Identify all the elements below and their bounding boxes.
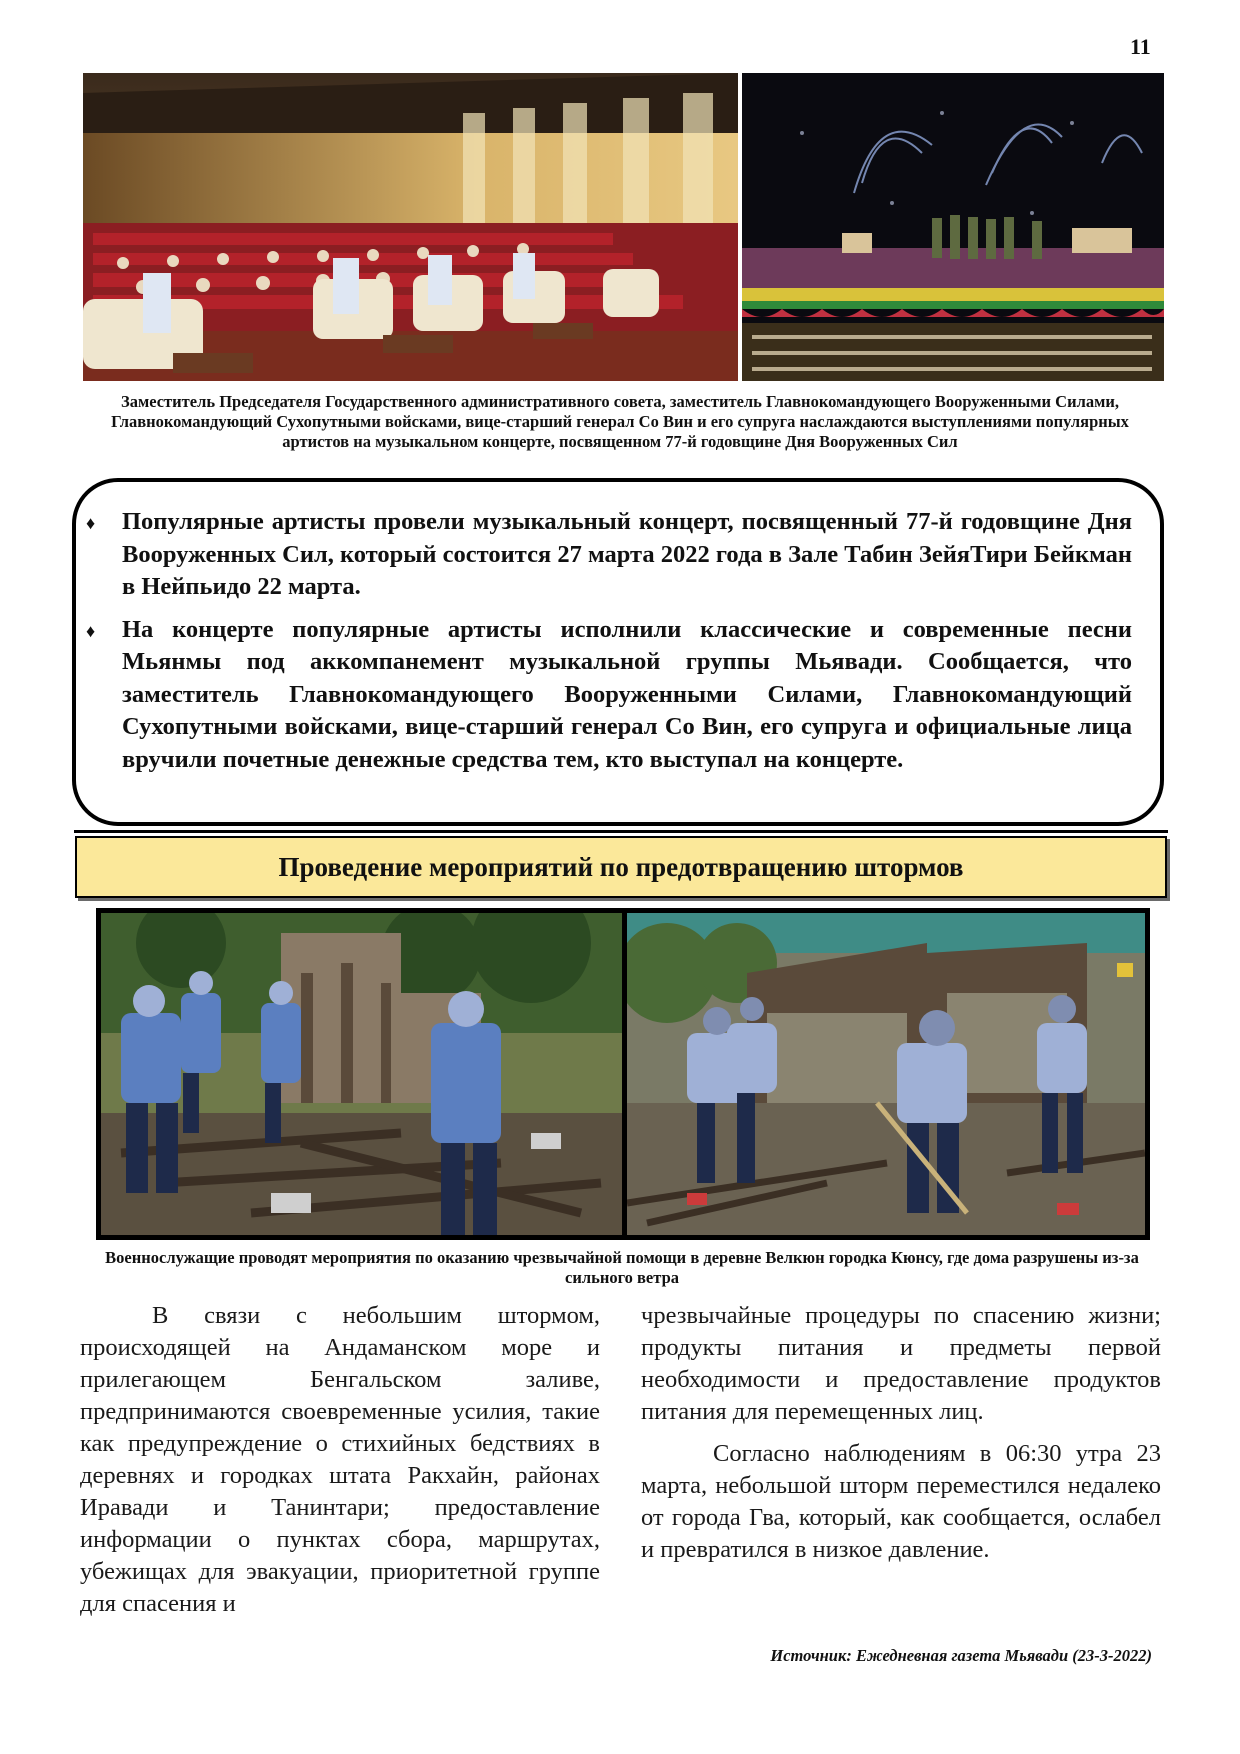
section-title-banner <box>75 836 1167 898</box>
summary-bullet-2-text: На концерте популярные артисты исполнили классические и современные песни Мьянмы под аккомпанемент музыкальной группы Мьявади. Сообщается, что заместитель Главнокомандующего Вооруженными Силами, Главнокомандующий Сухопутными войсками, вице-старший генерал Со Вин, его супруга и официальные лица вручили почетные денежные средства тем, кто выступал на концерте. <box>122 615 1132 773</box>
photo-storm-cleanup-left <box>101 913 622 1235</box>
article-paragraph-1-continued: чрезвычайные процедуры по спасению жизни; продукты питания и предметы первой необходимости и предоставление продуктов питания для перемещенных лиц. <box>641 1302 1161 1425</box>
top-photo-caption: Заместитель Председателя Государственного административного совета, заместитель Главнокомандующего Вооруженными Силами, Главнокомандующий Сухопутными войсками, вице-старший генерал Со Вин и его супруга наслаждаются выступлениями популярных артистов на музыкальном концерте, посвященном 77-й годовщине Дня Вооруженных Сил <box>111 392 1129 451</box>
summary-bullet-2 <box>86 614 1132 777</box>
article-column-right <box>641 1300 1161 1576</box>
article-paragraph-2: Согласно наблюдениям в 06:30 утра 23 марта, небольшой шторм переместился недалеко от города Гва, который, как сообщается, ослабел и превратился в низкое давление. <box>641 1440 1161 1563</box>
summary-box <box>72 478 1164 826</box>
bottom-photo-caption: Военнослужащие проводят мероприятия по оказанию чрезвычайной помощи в деревне Велкюн городка Кюнсу, где дома разрушены из-за сильного ветра <box>105 1248 1139 1287</box>
source-credit: Источник: Ежедневная газета Мьявади (23-3-2022) <box>770 1646 1152 1665</box>
section-divider <box>74 830 1168 833</box>
photo-auditorium <box>83 73 738 381</box>
summary-bullet-1-text: Популярные артисты провели музыкальный концерт, посвященный 77-й годовщине Дня Вооруженных Сил, который состоится 27 марта 2022 года в Зале Табин ЗейяТири Бейкман в Нейпьидо 22 марта. <box>122 508 1132 600</box>
photo-concert-stage <box>742 73 1164 381</box>
section-title: Проведение мероприятий по предотвращению штормов <box>278 851 964 882</box>
summary-bullet-1 <box>86 506 1132 604</box>
photo-storm-cleanup-right <box>627 913 1145 1235</box>
page-number: 11 <box>1130 34 1151 59</box>
diamond-bullet-icon: ♦ <box>86 620 96 641</box>
article-paragraph-1: В связи с небольшим штормом, происходящей на Андаманском море и прилегающем Бенгальском заливе, предпринимаются своевременные усилия, такие как предупреждение о стихийных бедствиях в деревнях и городках штата Ракхайн, районах Иравади и Танинтари; предоставление информации о пунктах сбора, маршрутах, убежищах для эвакуации, приоритетной группе для спасения и <box>80 1302 600 1617</box>
article-column-left <box>80 1300 600 1630</box>
diamond-bullet-icon: ♦ <box>86 513 96 533</box>
